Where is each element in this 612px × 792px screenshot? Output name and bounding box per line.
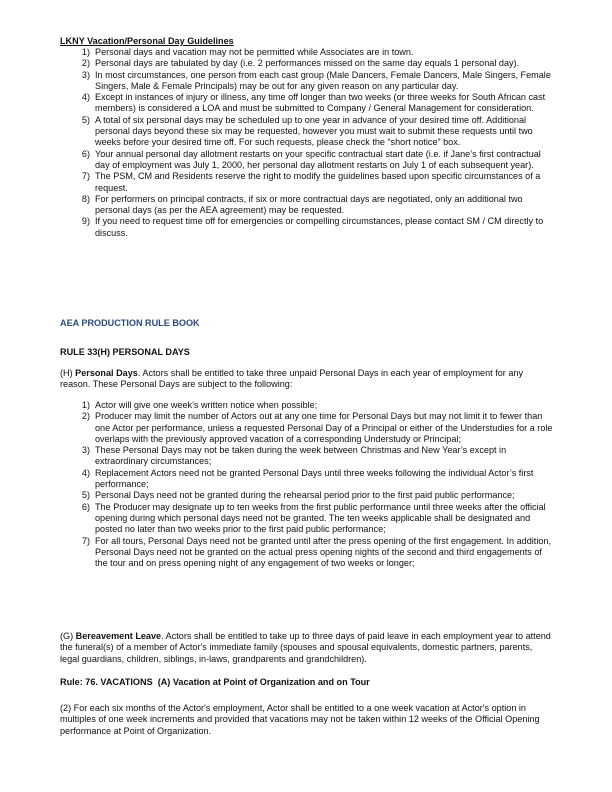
bereavement-text: . Actors shall be entitled to take up to three days of paid leave in each employment year to attend the funeral(s) of a member of Actor's immediate family (spouses and spousal equivalents, domestic partners, parents, legal guardians, children, siblings, in-laws, grandparents and grandchildren). (60, 631, 551, 664)
intro-prefix: (H) (60, 368, 76, 378)
list-item (60, 149, 554, 172)
list-item (60, 92, 554, 115)
list-number: 2) (81, 58, 90, 69)
list-number: 4) (81, 92, 90, 103)
list-item-text: Except in instances of injury or illness, any time off longer than two weeks (or three weeks for South African cast members) is considered a LOA and must be submitted to Company / General Management for consideration. (95, 92, 546, 114)
list-number: 6) (81, 501, 90, 512)
list-item (60, 400, 554, 411)
list-item (60, 468, 554, 491)
list-item (60, 411, 554, 445)
list-number: 7) (81, 535, 90, 546)
list-item-text: Personal days and vacation may not be permitted while Associates are in town. (95, 47, 414, 57)
list-item-text: For all tours, Personal Days need not be granted until after the press opening of the first engagement. In addition, Personal Days need not be granted on the actual press opening nights of the second and third engagements of the tour and on press opening night of any engagement of two weeks or longer; (95, 535, 551, 569)
rule-76-subtitle: (A) Vacation at Point of Organization and on Tour (157, 677, 370, 687)
list-item-text: Your annual personal day allotment restarts on your specific contractual start date (i.e. if Jane’s first contractual day of employment was July 1, 2000, her personal day allotment restarts on July 1 of each subsequent year). (95, 148, 541, 170)
list-number: 6) (81, 148, 90, 159)
rule-76-title: Rule: 76. VACATIONS (60, 677, 153, 687)
list-item (60, 536, 554, 570)
list-number: 8) (81, 193, 90, 204)
lkny-guidelines-list (60, 47, 554, 239)
list-item-text: A total of six personal days may be scheduled up to one year in advance of your desired time off. Additional personal days beyond these six may be requested, however you must wait to submit these requests until two weeks before your desired time off. For such requests, please check the “short notice” box. (95, 114, 533, 148)
list-number: 1) (81, 47, 90, 57)
intro-text: . Actors shall be entitled to take three unpaid Personal Days in each year of employment for any reason. These Personal Days are subject to the following: (60, 368, 524, 390)
list-item (60, 216, 554, 239)
list-item-text: Replacement Actors need not be granted Personal Days until three weeks following the individual Actor’s first performance; (95, 467, 534, 490)
bereavement-bold-term: Bereavement Leave (75, 631, 162, 641)
list-item-text: Personal Days need not be granted during the rehearsal period prior to the first paid public performance; (95, 490, 515, 501)
lkny-guidelines-title: LKNY Vacation/Personal Day Guidelines (60, 36, 234, 46)
list-number: 3) (81, 69, 90, 80)
list-item-text: Producer may limit the number of Actors out at any one time for Personal Days but may not limit it to fewer than one Actor per performance, unless a requested Personal Day of a Principal or either of the Understudies for a role overlaps with the previously approved vacation of a corresponding Understudy or Principal; (95, 411, 553, 444)
list-number: 1) (81, 400, 90, 410)
list-number: 4) (81, 467, 90, 478)
list-item-text: The Producer may designate up to ten weeks from the first public performance until three weeks after the official opening during which personal days need not be granted. The ten weeks applicable shall be designated and posted no later than two weeks prior to the first paid public performance; (95, 501, 546, 535)
list-item (60, 502, 554, 536)
list-item-text: These Personal Days may not be taken during the week between Christmas and New Year’s except in extraordinary circumstances; (95, 445, 507, 467)
list-item-text: Actor will give one week’s written notice when possible; (95, 400, 318, 410)
aea-rulebook-heading: AEA PRODUCTION RULE BOOK (60, 318, 200, 328)
vacation-paragraph: (2) For each six months of the Actor's employment, Actor shall be entitled to a one week vacation at Actor's option in multiples of one week increments and provided that vacations may not be taken within 12 weeks of the Official Opening performance at Point of Organization. (60, 703, 540, 736)
bereavement-prefix: (G) (60, 631, 76, 641)
list-number: 9) (81, 216, 90, 227)
list-number: 7) (81, 171, 90, 182)
list-item (60, 47, 554, 58)
list-item (60, 171, 554, 194)
list-item-text: If you need to request time off for emergencies or compelling circumstances, please contact SM / CM directly to discuss. (95, 216, 544, 238)
bereavement-leave-paragraph (60, 631, 554, 665)
personal-days-intro (60, 368, 554, 391)
list-item (60, 70, 554, 93)
list-item (60, 490, 554, 501)
list-number: 5) (81, 114, 90, 125)
list-item-text: The PSM, CM and Residents reserve the right to modify the guidelines based upon specific circumstances of a request. (95, 171, 541, 193)
rule-33-list (60, 400, 554, 569)
list-item-text: For performers on principal contracts, if six or more contractual days are negotiated, only an additional two personal days (as per the AEA agreement) may be requested. (95, 193, 523, 216)
list-item (60, 194, 554, 217)
list-item-text: In most circumstances, one person from each cast group (Male Dancers, Female Dancers, Male Singers, Female Singers, Male & Female Principals) may be out for any given reason on any particular day. (95, 69, 551, 91)
list-item (60, 115, 554, 149)
rule-76-heading (60, 677, 370, 688)
list-number: 5) (81, 490, 90, 501)
list-item (60, 445, 554, 468)
list-number: 2) (81, 411, 90, 422)
list-number: 3) (81, 445, 90, 456)
rule-33-heading: RULE 33(H) PERSONAL DAYS (60, 347, 190, 357)
intro-bold-term: Personal Days (75, 368, 138, 378)
list-item (60, 58, 554, 69)
list-item-text: Personal days are tabulated by day (i.e. 2 performances missed on the same day equals 1 personal day). (95, 58, 520, 69)
